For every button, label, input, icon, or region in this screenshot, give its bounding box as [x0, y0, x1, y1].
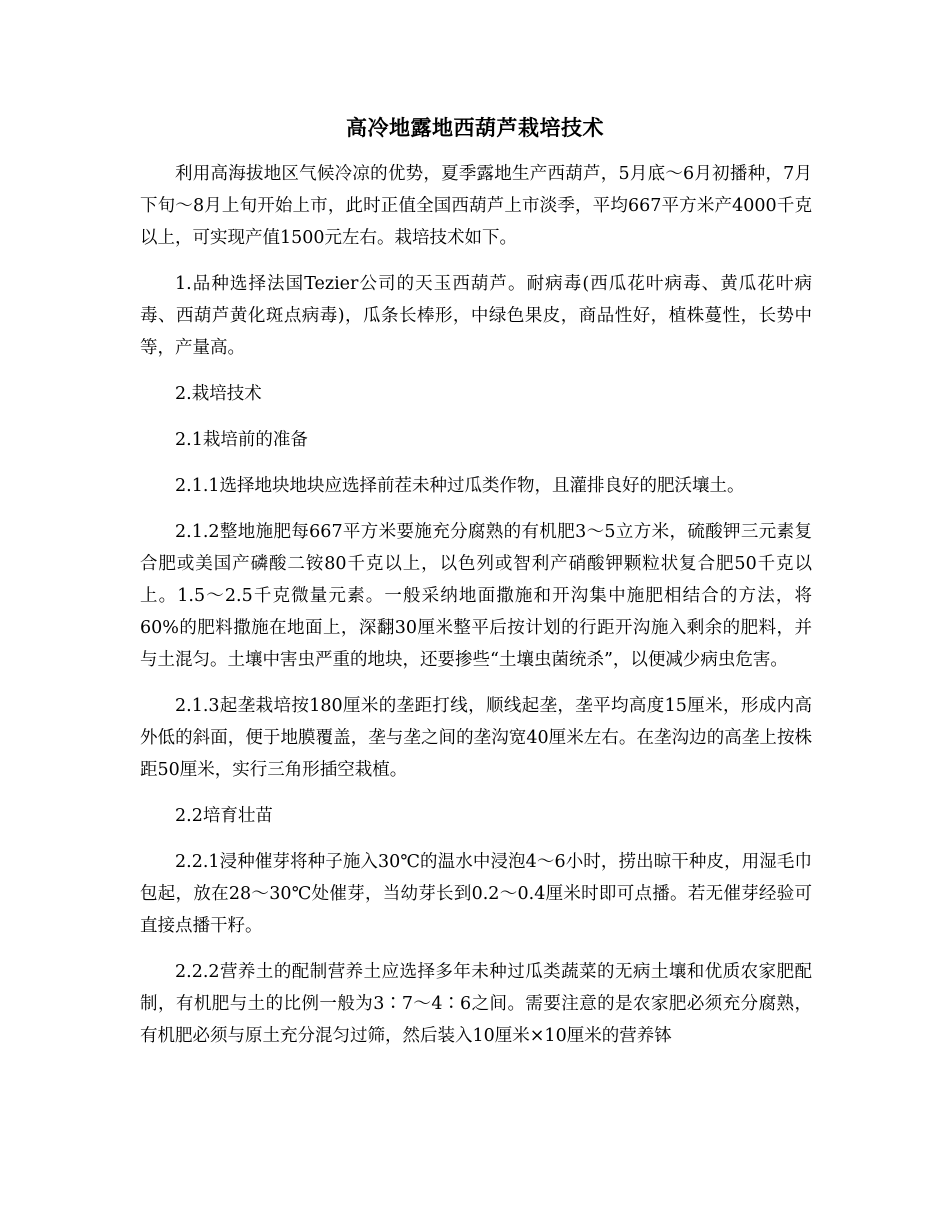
paragraph-plot-selection: 2.1.1选择地块地块应选择前茬未种过瓜类作物，且灌排良好的肥沃壤土。: [175, 476, 745, 496]
heading-preparation: 2.1栽培前的准备: [175, 430, 308, 450]
paragraph-ridging: 2.1.3起垄栽培按180厘米的垄距打线，顺线起垄，垄平均高度15厘米，形成内高外低的斜面，便于地膜覆盖，垄与垄之间的垄沟宽40厘米左右。在垄沟边的高垄上按株距50厘米，实行三角形插空栽植。: [140, 696, 812, 780]
heading-cultivation: 2.栽培技术: [175, 384, 262, 404]
paragraph-variety: 1.品种选择法国Tezier公司的天玉西葫芦。耐病毒(西瓜花叶病毒、黄瓜花叶病毒、西葫芦黄化斑点病毒)，瓜条长棒形，中绿色果皮，商品性好，植株蔓性，长势中等，产量高。: [140, 274, 812, 358]
document-body: [140, 158, 812, 1066]
paragraph-fertilizing: 2.1.2整地施肥每667平方米要施充分腐熟的有机肥3～5立方米，硫酸钾三元素复合肥或美国产磷酸二铵80千克以上，以色列或智利产硝酸钾颗粒状复合肥50千克以上。1.5～2.5千克微量元素。一般采纳地面撒施和开沟集中施肥相结合的方法，将60%的肥料撒施在地面上，深翻30厘米整平后按计划的行距开沟施入剩余的肥料，并与土混匀。土壤中害虫严重的地块，还要掺些“土壤虫菌统杀”，以便减少病虫危害。: [140, 522, 812, 670]
document-title: 高冷地露地西葫芦栽培技术: [346, 115, 604, 140]
paragraph-germination: 2.2.1浸种催芽将种子施入30℃的温水中浸泡4～6小时，捞出晾干种皮，用湿毛巾包起，放在28～30℃处催芽，当幼芽长到0.2～0.4厘米时即可点播。若无催芽经验可直接点播干籽。: [140, 852, 812, 936]
paragraph-intro: 利用高海拔地区气候冷凉的优势，夏季露地生产西葫芦，5月底～6月初播种，7月下旬～8月上旬开始上市，此时正值全国西葫芦上市淡季，平均667平方米产4000千克以上，可实现产值1500元左右。栽培技术如下。: [140, 164, 812, 248]
paragraph-nutrient-soil: 2.2.2营养土的配制营养土应选择多年未种过瓜类蔬菜的无病土壤和优质农家肥配制，有机肥与土的比例一般为3∶7～4∶6之间。需要注意的是农家肥必须充分腐熟，有机肥必须与原土充分混匀过筛，然后装入10厘米×10厘米的营养钵: [140, 962, 812, 1046]
heading-seedlings: 2.2培育壮苗: [175, 806, 273, 826]
